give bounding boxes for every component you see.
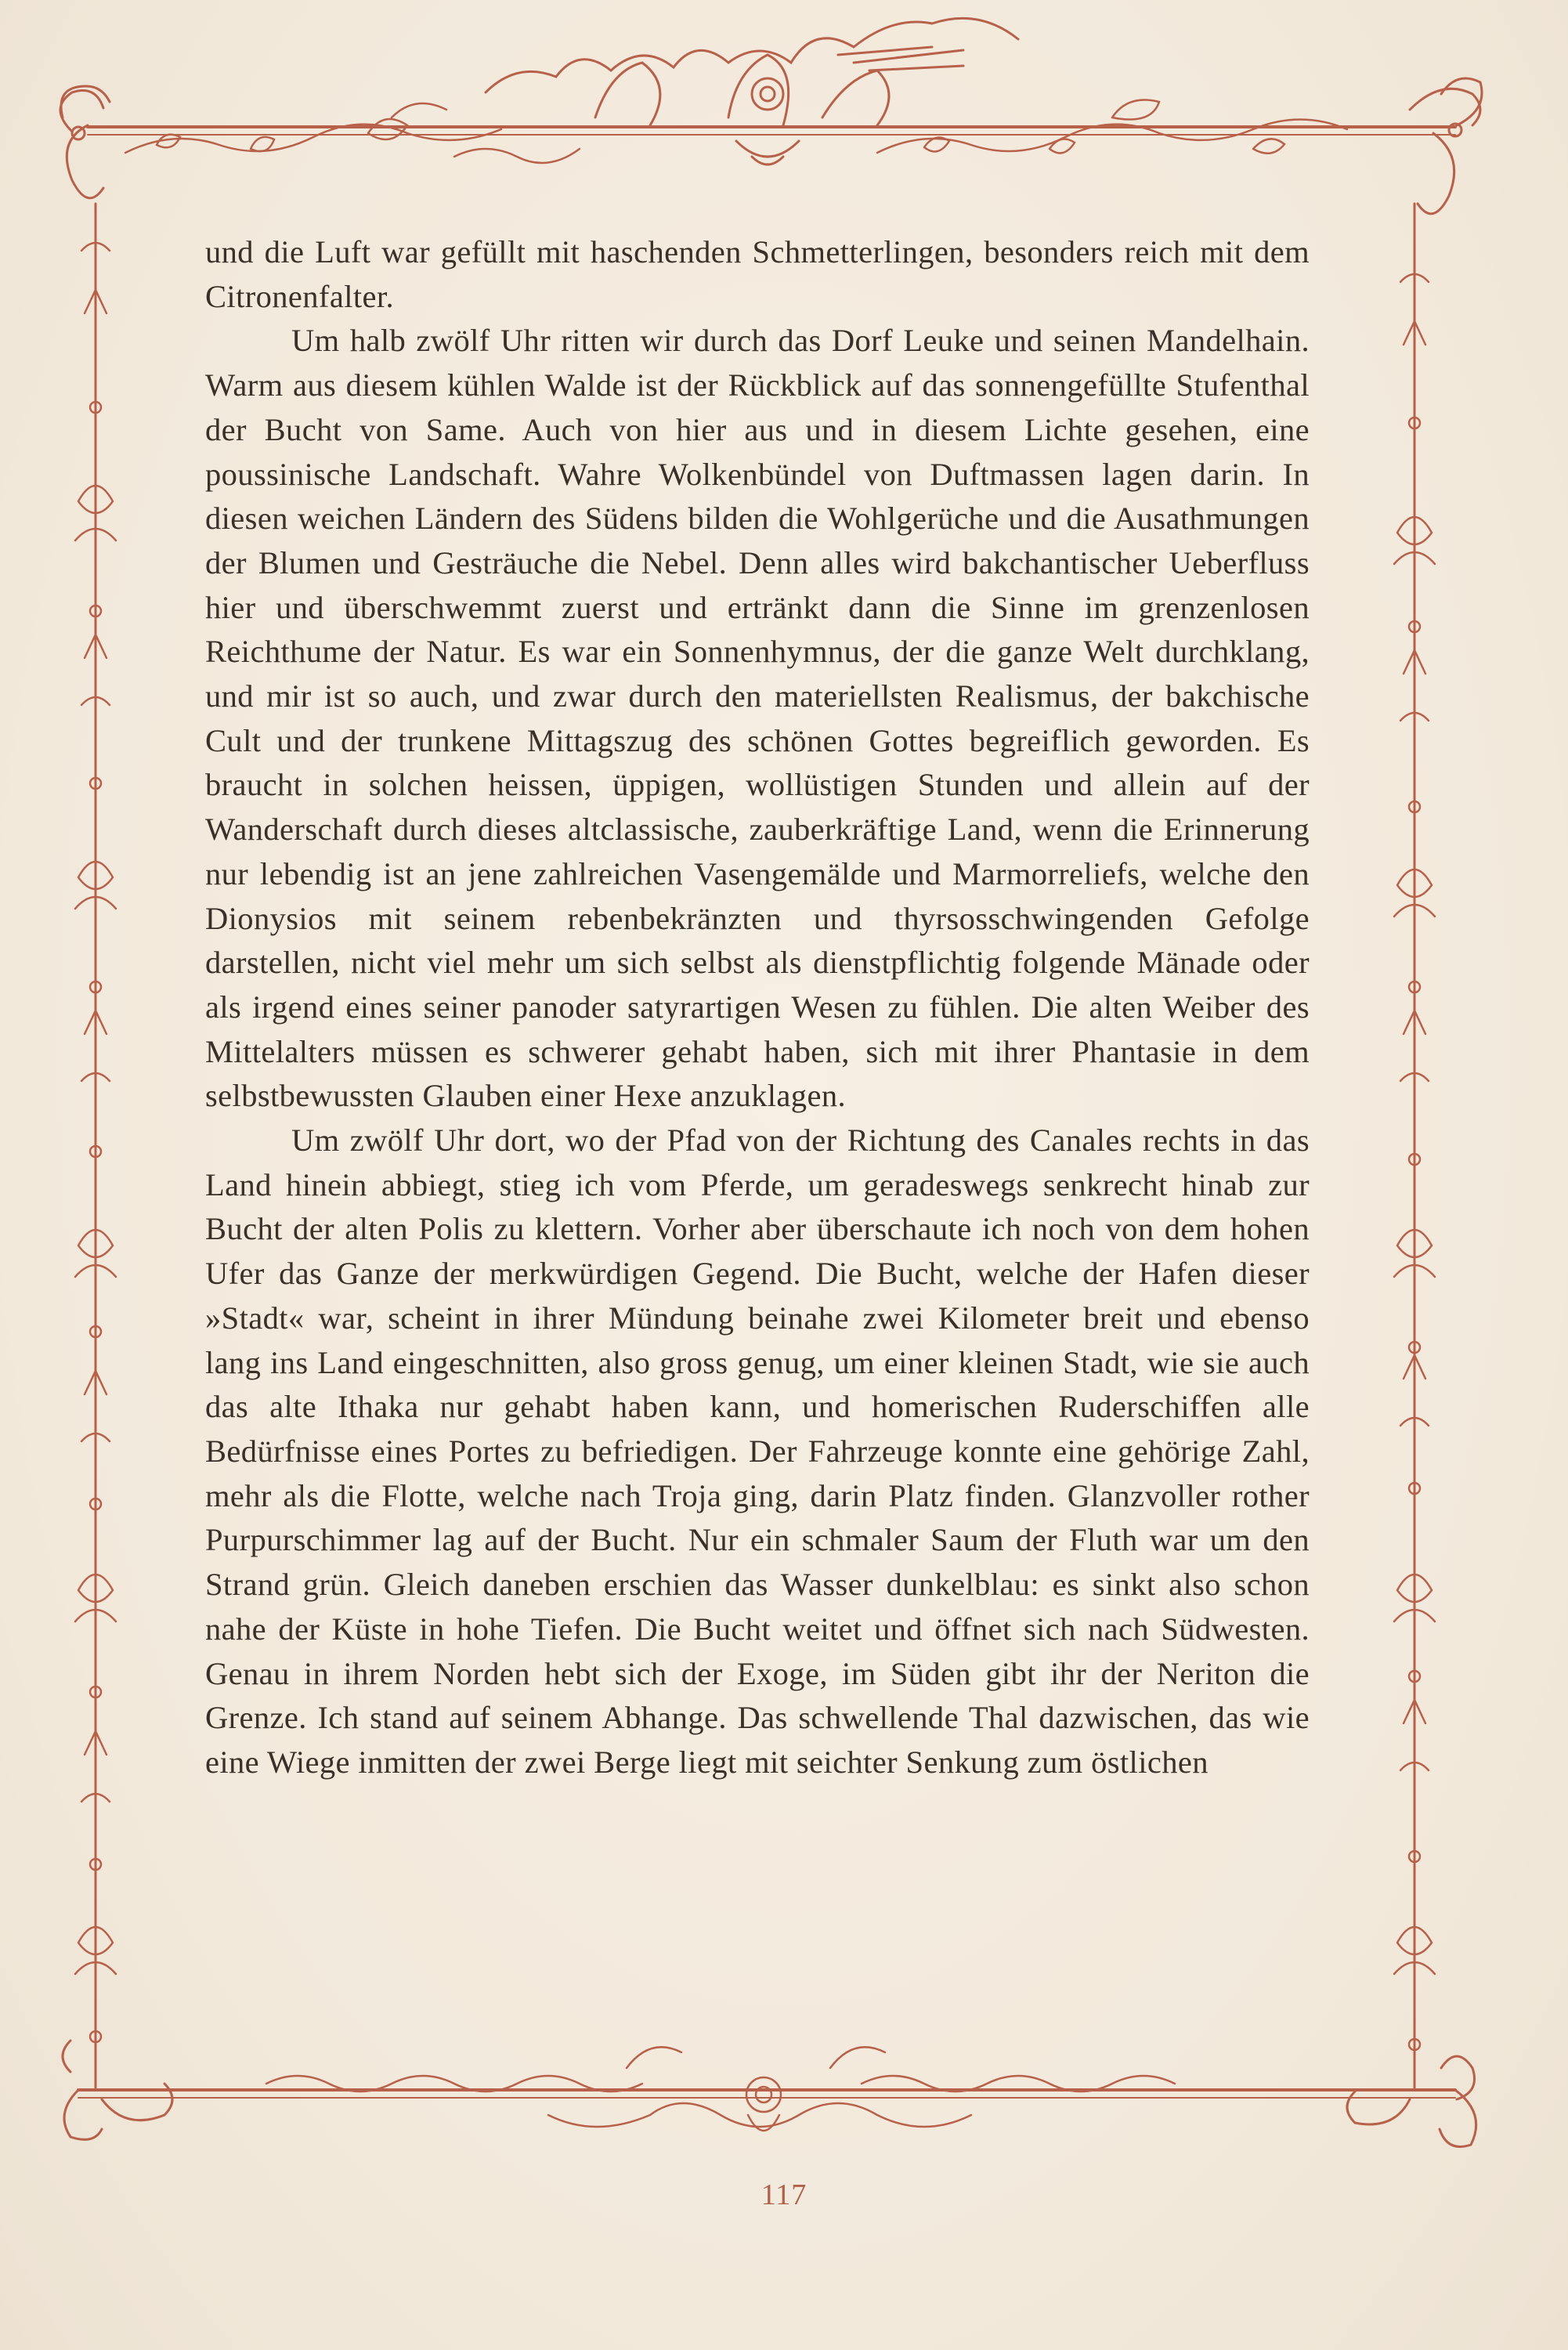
top-left-vine: [125, 103, 580, 163]
top-right-corner-ornament: [1410, 78, 1482, 214]
top-left-corner-ornament: [60, 86, 110, 198]
bottom-right-corner-ornament: [1347, 2056, 1476, 2147]
top-crest-ornament: [486, 18, 1018, 164]
paragraph-3: Um zwölf Uhr dort, wo der Pfad von der Richtung des Canales rechts in das Land hinein abbiegt, stieg ich vom Pferde, um geradeswegs senkrecht hinab zur Bucht der alten Polis zu klettern. Vorher aber überschaute ich noch von dem hohen Ufer das Ganze der merkwürdigen Gegend. Die Bucht, welche der Hafen dieser »Stadt« war, scheint in ihrer Mündung beinahe zwei Kilometer breit und ebenso lang ins Land eingeschnitten, also gross genug, um einer kleinen Stadt, wie sie auch das alte Ithaka nur gehabt haben kann, und homerischen Ruderschiffen alle Bedürfnisse eines Portes zu befriedigen. Der Fahrzeuge konnte eine gehörige Zahl, mehr als die Flotte, welche nach Troja ging, darin Platz finden. Glanzvoller rother Purpurschimmer lag auf der Bucht. Nur ein schmaler Saum der Fluth war um den Strand grün. Gleich daneben erschien das Wasser dunkelblau: es sinkt also schon nahe der Küste in hohe Tiefen. Die Bucht weitet und öffnet sich nach Südwesten. Genau in ihrem Norden hebt sich der Exoge, im Süden gibt ihr der Neriton die Grenze. Ich stand auf seinem Abhange. Das schwellende Thal dazwischen, das wie eine Wiege inmitten der zwei Berge liegt mit seichter Senkung zum östlichen: [205, 1123, 1310, 1780]
paragraph-2: Um halb zwölf Uhr ritten wir durch das Dorf Leuke und seinen Mandelhain. Warm aus diesem kühlen Walde ist der Rückblick auf das sonnengefüllte Stufenthal der Bucht von Same. Auch von hier aus und in diesem Lichte gesehen, eine poussinische Landschaft. Wahre Wolkenbündel von Duftmassen lagen darin. In diesen weichen Ländern des Südens bilden die Wohlgerüche und die Ausathmungen der Blumen und Gesträuche die Nebel. Denn alles wird bakchantischer Ueberfluss hier und überschwemmt zuerst und ertränkt dann die Sinne im grenzenlosen Reichthume der Natur. Es war ein Sonnenhymnus, der die ganze Welt durchklang, und mir ist so auch, und zwar durch den materiellsten Realismus, der bakchische Cult und der trunkene Mittagszug des schönen Gottes begreiflich geworden. Es braucht in solchen heissen, üppigen, wollüstigen Stunden und allein auf der Wanderschaft durch dieses altclassische, zauberkräftige Land, wenn die Erinnerung nur lebendig ist an jene zahlreichen Vasengemälde und Marmorreliefs, welche den Dionysios mit seinem rebenbekränzten und thyrsosschwingenden Gefolge darstellen, nicht viel mehr um sich selbst als dienstpflichtig folgende Mänade oder als irgend eines seiner panoder satyrartigen Wesen zu fühlen. Die alten Weiber des Mittelalters müssen es schwerer gehabt haben, sich mit ihrer Phantasie in dem selbstbewussten Glauben einer Hexe anzuklagen.: [205, 323, 1310, 1114]
paragraph-1: und die Luft war gefüllt mit haschenden Schmetterlingen, besonders reich mit dem Citronenfalter.: [205, 234, 1310, 314]
page-number: 117: [761, 2178, 807, 2211]
body-text: [205, 230, 1310, 1785]
